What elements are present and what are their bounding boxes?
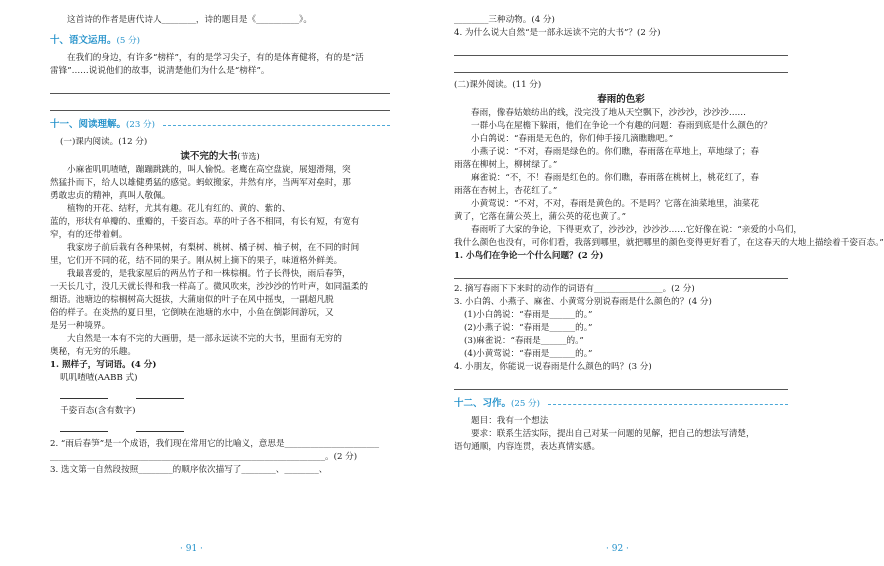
inclass-reading-label: (一)课内阅读。(12 分) [60, 137, 148, 147]
section-11-heading [50, 118, 390, 132]
passage-line: 然猛扑而下，给人以雄健勇猛的感觉。蚂蚁搬家，井然有序，当两军对垒时，那 [50, 178, 351, 188]
passage-line: 植物的开花、结籽，尤其有趣。花儿有红的、黄的、紫的、 [67, 204, 291, 214]
passage-line: 麻雀说：“不，不！春雨是红色的。你们瞧，春雨落在桃树上，桃花红了，春 [471, 173, 759, 183]
passage-note: (节选) [237, 152, 260, 161]
answer-line[interactable] [50, 80, 390, 94]
composition-topic: 题目：我有一个想法 [471, 416, 549, 426]
section-10-heading [50, 34, 390, 48]
answer-blank[interactable] [136, 389, 184, 399]
passage-line: 雨落在柳树上，柳树绿了。” [454, 160, 558, 170]
q3-item-2: (2)小燕子说：“春雨是______的。” [464, 323, 593, 333]
passage-line: 小白鸽说：“春雨是无色的，你们伸手接几滴瞧瞧吧。” [471, 134, 674, 144]
section-10-text-2: 雷锋”……说说他们的故事，说清楚他们为什么是“榜样”。 [50, 66, 270, 76]
q1-example-1: 叽叽喳喳(AABB 式) [60, 373, 138, 383]
question-3-continued: ________三种动物。(4 分) [454, 15, 555, 25]
section-title: 习作。 [482, 398, 512, 409]
passage-line: 里，它们开不同的花，结不同的果子。刚从树上摘下的果子，味道格外鲜美。 [50, 256, 343, 266]
passage-line: 奥秘，有无穷的乐趣。 [50, 347, 136, 357]
answer-line[interactable] [454, 265, 788, 279]
q1-answer-pair-1 [50, 389, 390, 399]
passage-line: 勇敢忠贞的精神，真叫人敬佩。 [50, 191, 171, 201]
passage-line: 窄，有的还带着刺。 [50, 230, 128, 240]
section-number: 十一、 [50, 119, 79, 130]
passage-line: 蓝的，形状有单瓣的、重瓣的，千姿百态。草的叶子各不相同，有长有短，有宽有 [50, 217, 360, 227]
question-2: 2. 摘写春雨下下来时的动作的词语有________________。(2 分) [454, 284, 695, 294]
passage-line: 春雨，像春姑娘纺出的线，没完没了地从天空飘下，沙沙沙，沙沙沙…… [471, 108, 747, 118]
section-title: 语文运用。 [69, 35, 117, 46]
section-number: 十、 [50, 35, 70, 46]
right-page [400, 0, 884, 566]
passage-line: 我最喜爱的，是我家屋后的两丛竹子和一株棕榈。竹子长得快，雨后春笋， [67, 269, 351, 279]
page-number-92: · 92 · [606, 544, 629, 554]
q3-item-4: (4)小黄莺说：“春雨是______的。” [464, 349, 593, 359]
left-page [0, 0, 400, 566]
passage-line: 我家房子前后栽有各种果树，有梨树、桃树、橘子树、柚子树，在不同的时间 [67, 243, 360, 253]
poem-question-line: 这首诗的作者是唐代诗人________，诗的题目是《__________》。 [67, 15, 312, 25]
passage-line: 一天长几寸，没几天就长得和我一样高了。微风吹来，沙沙沙的竹叶声，如同温柔的 [50, 282, 368, 292]
question-1: 1. 照样子，写词语。(4 分) [50, 360, 157, 370]
section-10-text-1: 在我们的身边，有许多“榜样”，有的是学习尖子，有的是体育健将，有的是“活 [67, 53, 364, 63]
passage-line: 一群小鸟在屋檐下躲雨，他们在争论一个有趣的问题：春雨到底是什么颜色的？ [471, 121, 772, 131]
section-divider [548, 404, 788, 405]
question-1: 1. 小鸟们在争论一个什么问题？(2 分) [454, 251, 604, 261]
answer-blank[interactable] [60, 389, 108, 399]
section-score: (5 分) [116, 36, 141, 46]
composition-requirement-2: 语句通顺，内容连贯，表达真情实感。 [454, 442, 601, 452]
answer-line[interactable] [50, 97, 390, 111]
answer-line[interactable] [454, 59, 788, 73]
composition-requirement-1: 要求：联系生活实际，提出自己对某一问题的见解，把自己的想法写清楚， [471, 429, 755, 439]
passage-title-text: 读不完的大书 [180, 151, 238, 162]
question-2-line-2: ________________________________________________________________。(2 分) [50, 452, 358, 462]
section-title: 阅读理解。 [78, 119, 127, 130]
question-4: 4. 为什么说大自然“是一部永远读不完的大书”？(2 分) [454, 28, 661, 38]
passage-line: 我什么颜色也没有，可你们看，我落到哪里，就把哪里的颜色变得更好看了，在这春天的大地上描绘着千姿百态。” [454, 238, 884, 248]
passage-line: 大自然是一本有不完的大画册，是一部永远读不完的大书，里面有无穷的 [67, 334, 343, 344]
section-divider [163, 125, 390, 126]
passage-title [50, 149, 390, 164]
question-3: 3. 选文第一自然段按照________的顺序依次描写了________、________、 [50, 465, 328, 475]
passage-line: 小燕子说：“不对，春雨是绿色的。你们瞧，春雨落在草地上，草地绿了；春 [471, 147, 759, 157]
q1-example-2: 千姿百态(含有数字) [60, 406, 136, 416]
answer-line[interactable] [454, 376, 788, 390]
section-number: 十二、 [454, 398, 483, 409]
page-number-91: · 91 · [180, 544, 203, 554]
q3-item-3: (3)麻雀说：“春雨是______的。” [464, 336, 584, 346]
passage-title: 春雨的色彩 [597, 94, 645, 105]
answer-blank[interactable] [60, 422, 108, 432]
section-score: (23 分) [126, 120, 155, 130]
passage-line: 细语。池塘边的棕榈树高大挺拔，大蒲扇似的叶子在风中摇曳，一副超凡脱 [50, 295, 334, 305]
answer-line[interactable] [454, 42, 788, 56]
passage-line: 雨落在杏树上，杏花红了。” [454, 186, 558, 196]
passage-line: 是另一种境界。 [50, 321, 111, 331]
passage-line: 黄了，它落在蒲公英上，蒲公英的花也黄了。” [454, 212, 626, 222]
question-3: 3. 小白鸽、小燕子、麻雀、小黄莺分别说春雨是什么颜色的？(4 分) [454, 297, 712, 307]
section-12-heading [454, 397, 788, 411]
q3-item-1: (1)小白鸽说：“春雨是______的。” [464, 310, 593, 320]
section-score: (25 分) [511, 399, 540, 409]
extracurricular-reading-label: (二)课外阅读。(11 分) [454, 80, 542, 90]
passage-line: 春雨听了大家的争论，下得更欢了，沙沙沙，沙沙沙……它好像在说：“亲爱的小鸟们， [471, 225, 802, 235]
answer-blank[interactable] [136, 422, 184, 432]
passage-line: 俗的样子。在炎热的夏日里，它倒映在池塘的水中，小鱼在倒影间游玩，又 [50, 308, 334, 318]
passage-line: 小黄莺说：“不对，不对，春雨是黄色的。不是吗？它落在油菜地里，油菜花 [471, 199, 759, 209]
question-4: 4. 小朋友，你能说一说春雨是什么颜色的吗？(3 分) [454, 362, 652, 372]
question-2-line-1: 2. “雨后春笋”是一个成语，我们现在常用它的比喻义，意思是______________________ [50, 439, 380, 449]
q1-answer-pair-2 [50, 422, 390, 432]
passage-line: 小麻雀叽叽喳喳，蹦蹦跳跳的，叫人愉悦。老鹰在高空盘旋，展翅滑翔，突 [67, 165, 351, 175]
